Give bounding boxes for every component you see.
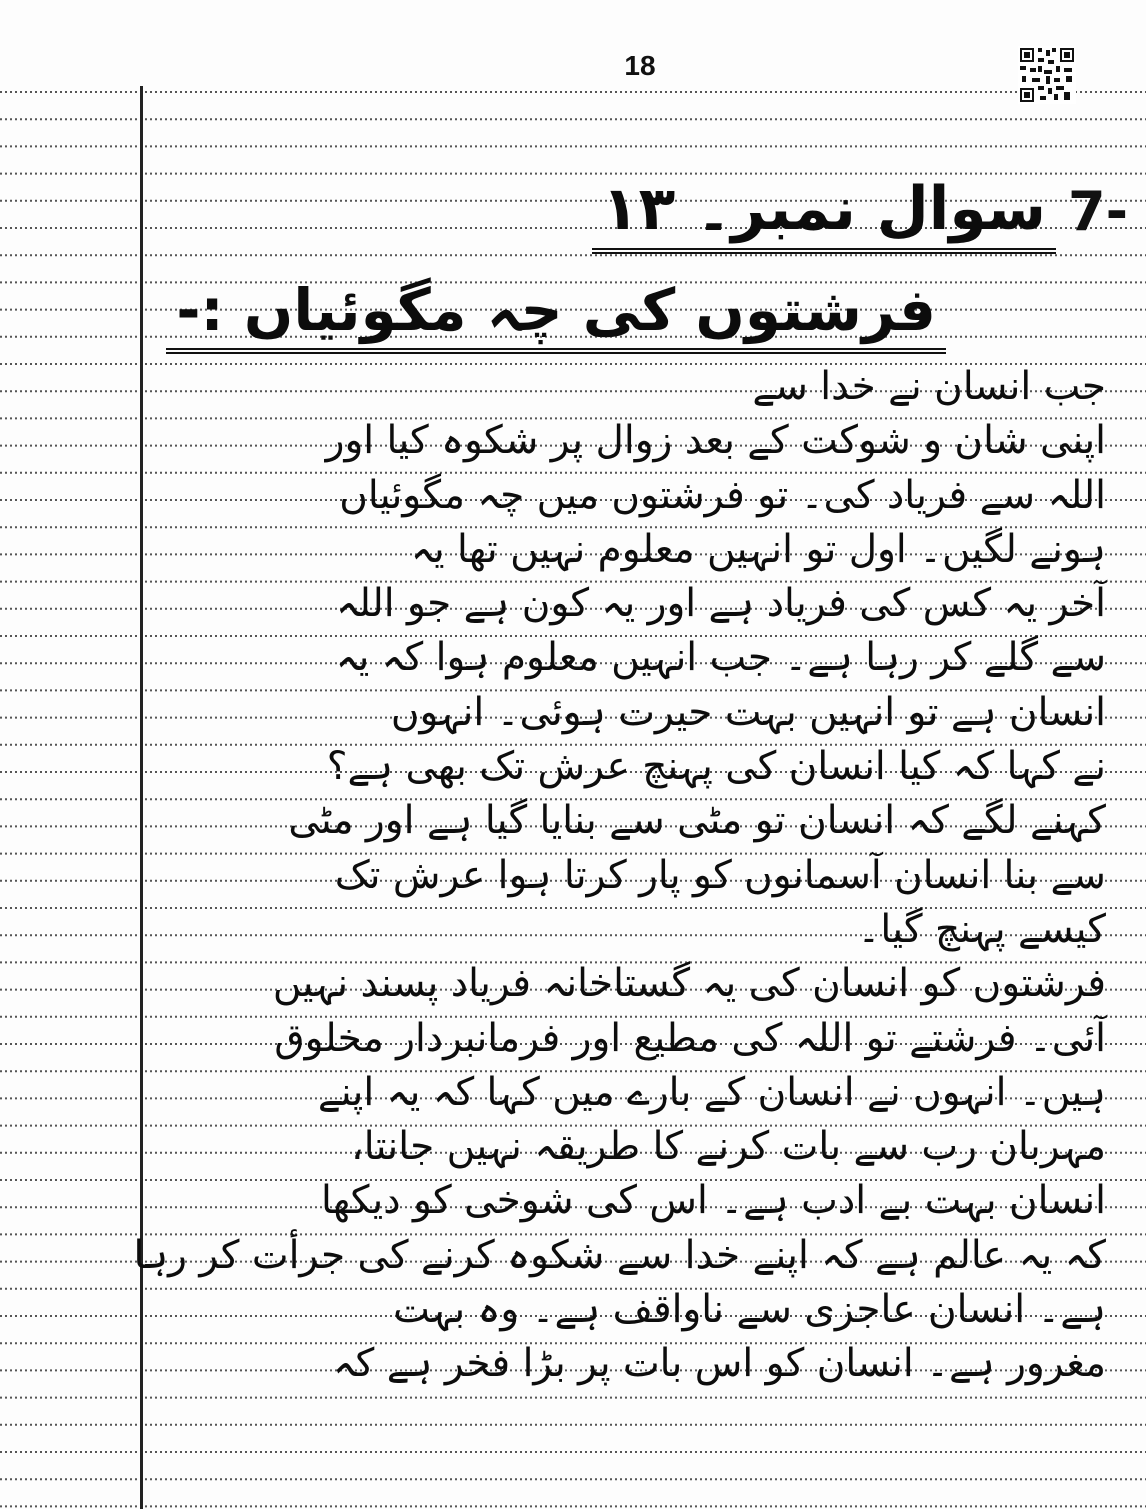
text-line: سے بنا انسان آسمانوں کو پار کرتا ہوا عرش تک [334,852,1106,898]
text-line: کہنے لگے کہ انسان تو مٹی سے بنایا گیا ہے اور مٹی [288,798,1106,844]
text-line: مہربان رب سے بات کرنے کا طریقہ نہیں جانتا، [351,1124,1106,1170]
qr-code-icon [1018,46,1076,104]
text-line: انسان ہے تو انہیں بہت حیرت ہوئی۔ انہوں [390,689,1106,735]
text-line: نے کہا کہ کیا انسان کی پہنچ عرش تک بھی ہے؟ [326,744,1106,790]
topic-title: فرشتوں کی چہ مگوئیاں :- [166,272,946,354]
question-label: سوال نمبر۔ ۱۳ [592,170,1056,254]
answer-body [133,360,1106,1392]
page-number: 18 [624,50,656,81]
text-line: مغرور ہے۔ انسان کو اس بات پر بڑا فخر ہے کہ [332,1341,1106,1387]
text-line: اللہ سے فریاد کی۔ تو فرشتوں میں چہ مگوئیاں [339,472,1106,518]
text-line: آئی۔ فرشتے تو اللہ کی مطیع اور فرمانبردار مخلوق [274,1015,1106,1061]
text-line: سے گلے کر رہا ہے۔ جب انہیں معلوم ہوا کہ یہ [335,635,1106,681]
text-line: فرشتوں کو انسان کی یہ گستاخانہ فریاد پسند نہیں [272,961,1106,1007]
text-line: جب انسان نے خدا سے [752,364,1106,409]
text-line: آخر یہ کس کی فریاد ہے اور یہ کون ہے جو اللہ [336,581,1106,627]
text-line: اپنی شان و شوکت کے بعد زوال پر شکوہ کیا اور [325,418,1106,464]
margin-line [140,86,143,1509]
question-number: 7- [1068,180,1128,243]
text-line: ہونے لگیں۔ اول تو انہیں معلوم نہیں تھا یہ [410,526,1106,572]
text-line: ہیں۔ انہوں نے انسان کے بارے میں کہا کہ یہ اپنے [317,1069,1106,1115]
text-line: انسان بہت بے ادب ہے۔ اس کی شوخی کو دیکھا [320,1178,1106,1224]
text-line: کہ یہ عالم ہے کہ اپنے خدا سے شکوہ کرنے کی جرأت کر رہا [133,1232,1106,1278]
text-line: کیسے پہنچ گیا۔ [857,906,1106,952]
text-line: ہے۔ انسان عاجزی سے ناواقف ہے۔ وہ بہت [393,1287,1106,1333]
